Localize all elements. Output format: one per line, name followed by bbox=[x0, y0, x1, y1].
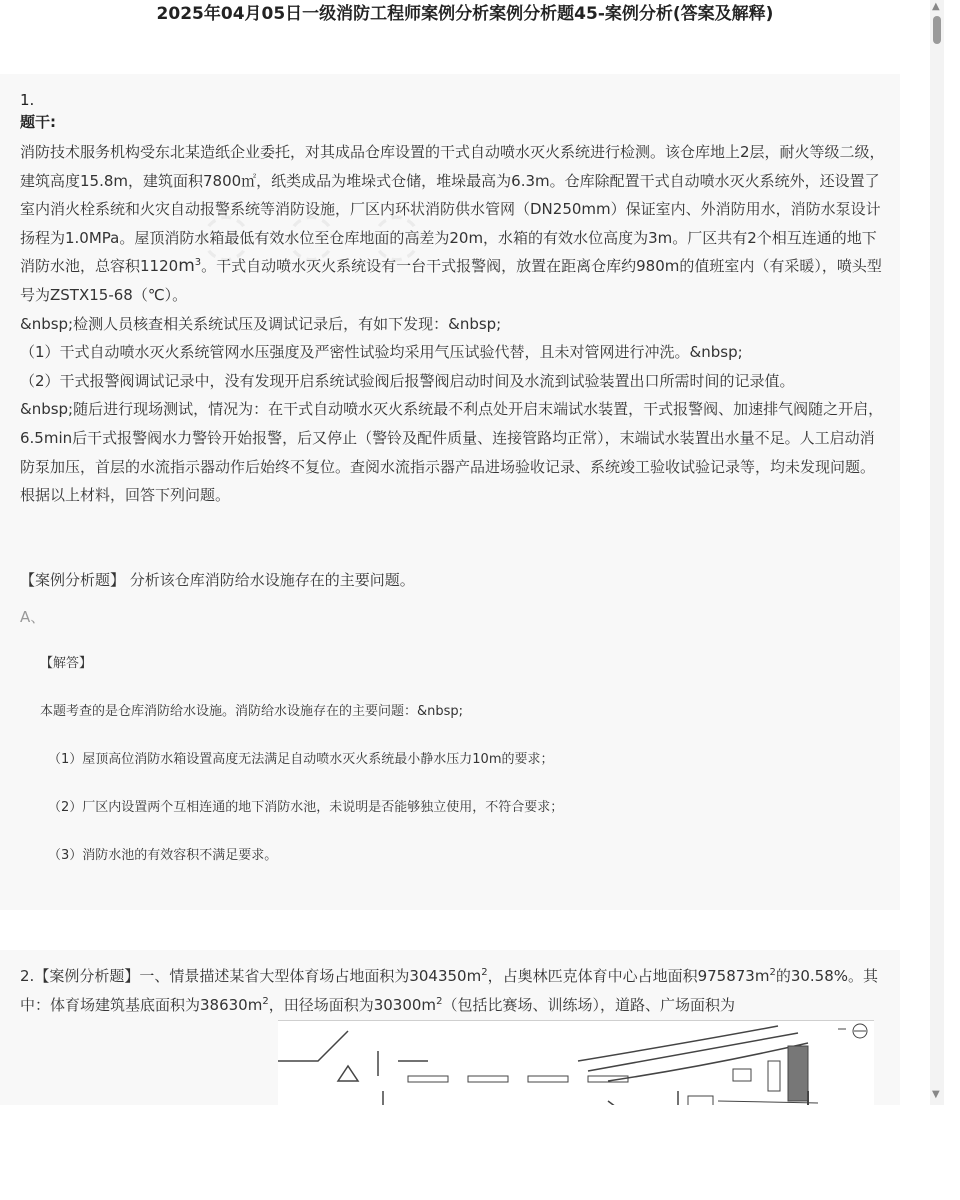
answer-line: （3）消防水池的有效容积不满足要求。 bbox=[48, 848, 278, 863]
question-card-1 bbox=[0, 74, 900, 910]
site-plan-diagram bbox=[278, 1020, 874, 1105]
stem-paragraph: 消防技术服务机构受东北某造纸企业委托，对其成品仓库设置的干式自动喷水灭火系统进行检测。该仓库地上2层，耐火等级二级，建筑高度15.8m，建筑面积7800㎡，纸类成品为堆垛式仓储，堆垛最高为6.3m。仓库除配置干式自动喷水灭火系统外，还设置了室内消火栓系统和火灾自动报警系统等消防设施，厂区内环状消防供水管网（DN250mm）保证室内、外消防用水，消防水泵设计扬程为1.0MPa。屋顶消防水箱最低有效水位至仓库地面的高差为20m，水箱的有效水位高度为3m。厂区共有2个相互连通的地下消防水池，总容积$1120m^3$。干式自动喷水灭火系统设有一台干式报警阀，放置在距离仓库约980m的值班室内（有采暖），喷头型号为ZSTX15-68（℃）。 bbox=[20, 143, 885, 304]
answer-line: （2）厂区内设置两个互相连通的地下消防水池，未说明是否能够独立使用，不符合要求； bbox=[48, 800, 564, 815]
question-number: 1. bbox=[20, 91, 35, 109]
stem-line: 根据以上材料，回答下列问题。 bbox=[20, 486, 231, 505]
question-stem bbox=[20, 138, 888, 510]
scrollbar-thumb[interactable] bbox=[933, 16, 941, 44]
stem-label: 题干: bbox=[20, 113, 56, 131]
answer-line: （1）屋顶高位消防水箱设置高度无法满足自动喷水灭火系统最小静水压力10m的要求； bbox=[48, 752, 554, 767]
site-plan-drawing bbox=[278, 1021, 874, 1105]
question-number: 2. bbox=[20, 967, 35, 985]
stem-line: &nbsp;随后进行现场测试，情况为：在干式自动喷水灭火系统最不利点处开启末端试水装置，干式报警阀、加速排气阀随之开启，6.5min后干式报警阀水力警铃开始报警，后又停止（警铃及配件质量、连接管路均正常），末端试水装置出水量不足。人工启动消防泵加压，首层的水流指示器动作后始终不复位。查阅水流指示器产品进场验收记录、系统竣工验收试验记录等，均未发现问题。 bbox=[20, 400, 884, 476]
scroll-up-icon[interactable]: ▲ bbox=[932, 1, 940, 12]
stem-line: （2）干式报警阀调试记录中，没有发现开启系统试验阀后报警阀启动时间及水流到试验装置出口所需时间的记录值。 bbox=[20, 371, 795, 390]
watermark: ◌ ◌ ◌ bbox=[200, 199, 429, 269]
page-title: 2025年04月05日一级消防工程师案例分析案例分析题45-案例分析(答案及解释) bbox=[156, 4, 774, 24]
question-card-2 bbox=[0, 950, 900, 1105]
stem-line: （1）干式自动喷水灭火系统管网水压强度及严密性试验均采用气压试验代替，且未对管网进行冲洗。&nbsp; bbox=[20, 343, 743, 362]
question-2-text: 2.【案例分析题】一、情景描述某省大型体育场占地面积为$304350m^2$，占奥林匹克体育中心占地面积$975873m^2$的30.58%。其中：体育场建筑基底面积为$38630m^2$，田径场面积为$30300m^2$（包括比赛场、训练场），道路、广场面积为 bbox=[20, 967, 879, 1014]
question-prompt: 【案例分析题】 分析该仓库消防给水设施存在的主要问题。 bbox=[20, 571, 415, 589]
scroll-down-icon[interactable]: ▼ bbox=[932, 1089, 940, 1100]
vertical-scrollbar[interactable] bbox=[930, 0, 944, 1105]
option-a: A、 bbox=[20, 608, 46, 626]
answer-line: 本题考查的是仓库消防给水设施。消防给水设施存在的主要问题：&nbsp; bbox=[40, 704, 464, 719]
answer-label: 【解答】 bbox=[40, 656, 93, 671]
stem-line: &nbsp;检测人员核查相关系统试压及调试记录后，有如下发现：&nbsp; bbox=[20, 314, 502, 333]
